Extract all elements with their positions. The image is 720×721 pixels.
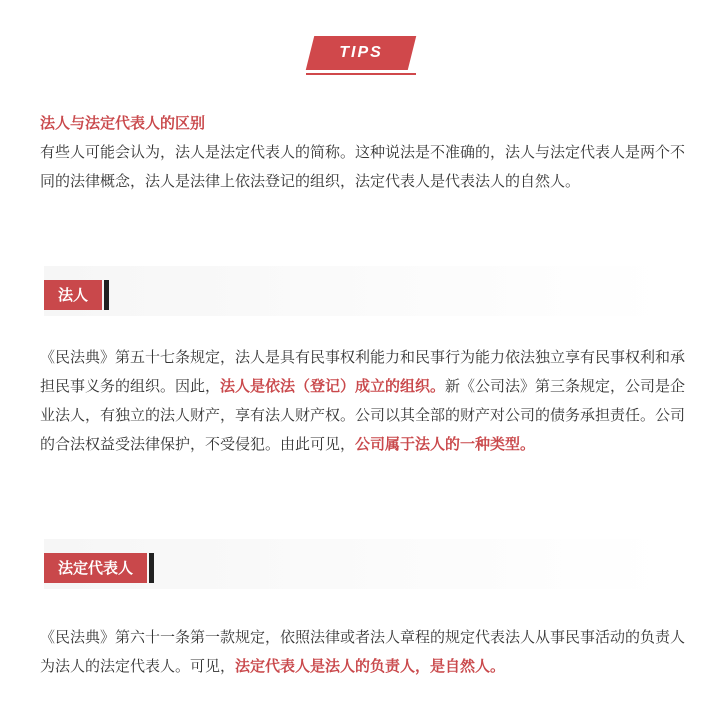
intro-paragraph: 有些人可能会认为，法人是法定代表人的简称。这种说法是不准确的，法人与法定代表人是两个不同的法律概念，法人是法律上依法登记的组织，法定代表人是代表法人的自然人。 (40, 143, 686, 190)
legal-person-highlight-1: 法人是依法（登记）成立的组织。 (220, 377, 446, 395)
legal-representative-highlight-1: 法定代表人是法人的负责人，是自然人。 (235, 657, 506, 675)
section-title-legal-person: 法人 (44, 280, 102, 310)
tips-label: TIPS (339, 44, 383, 61)
section-title-marker (104, 280, 109, 310)
legal-representative-paragraph (40, 623, 688, 681)
section-title-legal-representative: 法定代表人 (44, 553, 147, 583)
tips-badge (306, 36, 416, 76)
section-title-marker (149, 553, 154, 583)
section-header-legal-person (44, 266, 666, 316)
legal-representative-text-1: 《民法典》第六十一条第一款规定，依照法律或者法人章程的规定代表法人从事民事活动的负责人为法人的法定代表人。可见， (40, 628, 686, 675)
intro-title: 法人与法定代表人的区别 (40, 114, 206, 132)
legal-person-highlight-2: 公司属于法人的一种类型。 (355, 435, 536, 453)
tips-underline (306, 73, 416, 75)
legal-person-text-2: 新《公司法》第三条规定，公司是企业法人，有独立的法人财产，享有法人财产权。公司以其全部的财产对公司的债务承担责任。公司的合法权益受法律保护，不受侵犯。由此可见， (40, 377, 686, 453)
section-header-legal-representative (44, 539, 666, 589)
intro-section (40, 109, 688, 196)
legal-person-paragraph (40, 343, 688, 459)
legal-person-text-1: 《民法典》第五十七条规定，法人是具有民事权利能力和民事行为能力依法独立享有民事权利和承担民事义务的组织。因此， (40, 348, 686, 395)
